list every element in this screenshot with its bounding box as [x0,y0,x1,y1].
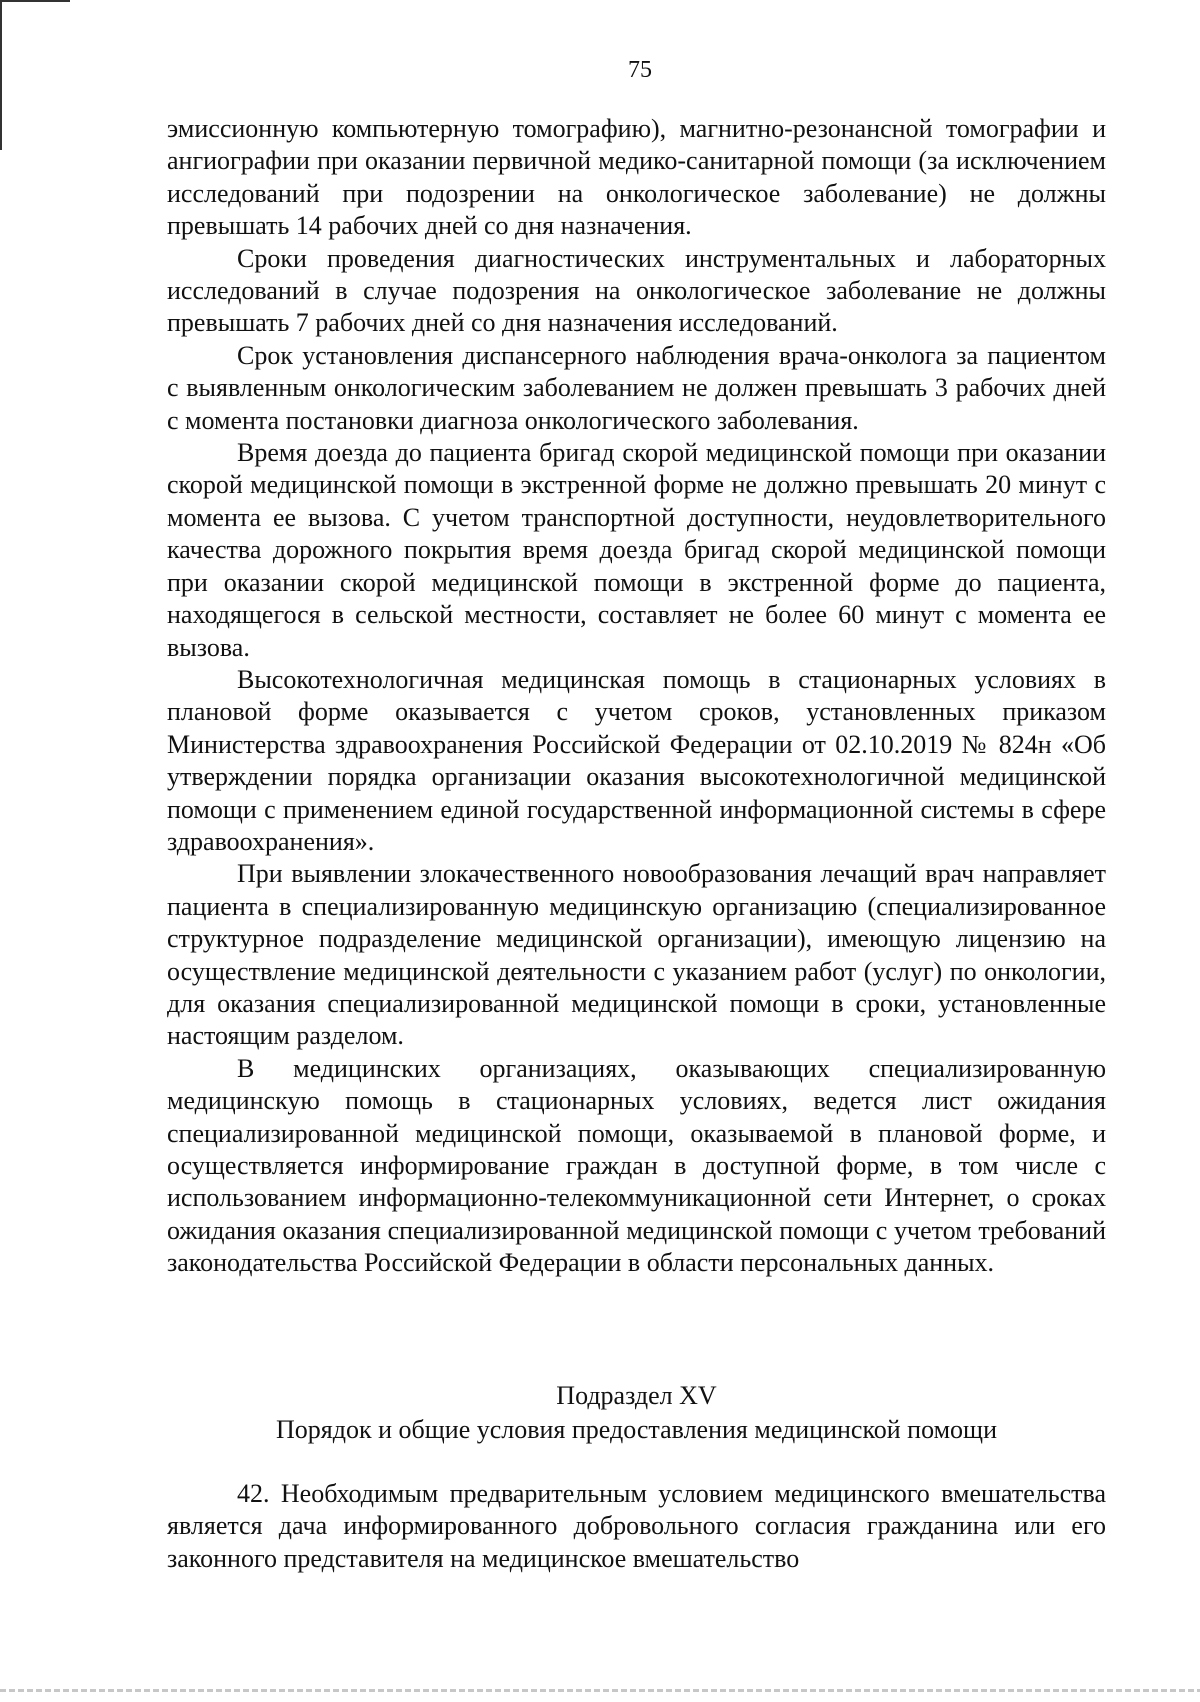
paragraph-diagnostic-deadlines: Сроки проведения диагностических инструментальных и лабораторных исследований в случае подозрения на онкологическое заболевание не должны превышать 7 рабочих дней со дня назначения исследований. [167,243,1106,338]
final-text [167,1478,1106,1575]
paragraph-high-tech-care: Высокотехнологичная медицинская помощь в стационарных условиях в плановой форме оказывается с учетом сроков, установленных приказом Министерства здравоохранения Российской Федерации от 02.10.2019 № 824н «Об утверждении порядка организации оказания высокотехнологичной медицинской помощи с применением единой государственной информационной системы в сфере здравоохранения». [167,664,1106,856]
paragraph-dispensary-observation: Срок установления диспансерного наблюдения врача-онколога за пациентом с выявленным онкологическим заболеванием не должен превышать 3 рабочих дней с момента постановки диагноза онкологического заболевания. [167,340,1106,435]
paragraph-ambulance-arrival: Время доезда до пациента бригад скорой медицинской помощи при оказании скорой медицинской помощи в экстренной форме не должно превышать 20 минут с момента ее вызова. С учетом транспортной доступности, неудовлетворительного качества дорожного покрытия время доезда бригад скорой медицинской помощи при оказании скорой медицинской помощи в экстренной форме до пациента, находящегося в сельской местности, составляет не более 60 минут с момента ее вызова. [167,438,1106,662]
paragraph-malignancy-referral: При выявлении злокачественного новообразования лечащий врач направляет пациента в специализированную медицинскую организацию (специализированное структурное подразделение медицинской организации), имеющую лицензию на осуществление медицинской деятельности с указанием работ (услуг) по онкологии, для оказания специализированной медицинской помощи в сроки, установленные настоящим разделом. [167,859,1106,1051]
body-text [167,113,1106,1280]
scan-edge-left [0,0,2,150]
page-number: 75 [628,57,652,83]
paragraph-continuation: эмиссионную компьютерную томографию), магнитно-резонансной томографии и ангиографии при оказании первичной медико-санитарной помощи (за исключением исследований при подозрении на онкологическое заболевание) не должны превышать 14 рабочих дней со дня назначения. [167,114,1106,241]
subsection-title: Порядок и общие условия предоставления медицинской помощи [276,1415,997,1444]
subsection-number: Подраздел XV [556,1381,717,1410]
scan-edge-bottom [0,1689,1200,1692]
scan-edge-top [0,0,70,2]
paragraph-informed-consent: 42. Необходимым предварительным условием медицинского вмешательства является дача информированного добровольного согласия гражданина или его законного представителя на медицинское вмешательство [167,1479,1106,1573]
paragraph-waiting-list: В медицинских организациях, оказывающих специализированную медицинскую помощь в стационарных условиях, ведется лист ожидания специализированной медицинской помощи, оказываемой в плановой форме, и осуществляется информирование граждан в доступной форме, в том числе с использованием информационно-телекоммуникационной сети Интернет, о сроках ожидания оказания специализированной медицинской помощи с учетом требований законодательства Российской Федерации в области персональных данных. [167,1053,1106,1278]
